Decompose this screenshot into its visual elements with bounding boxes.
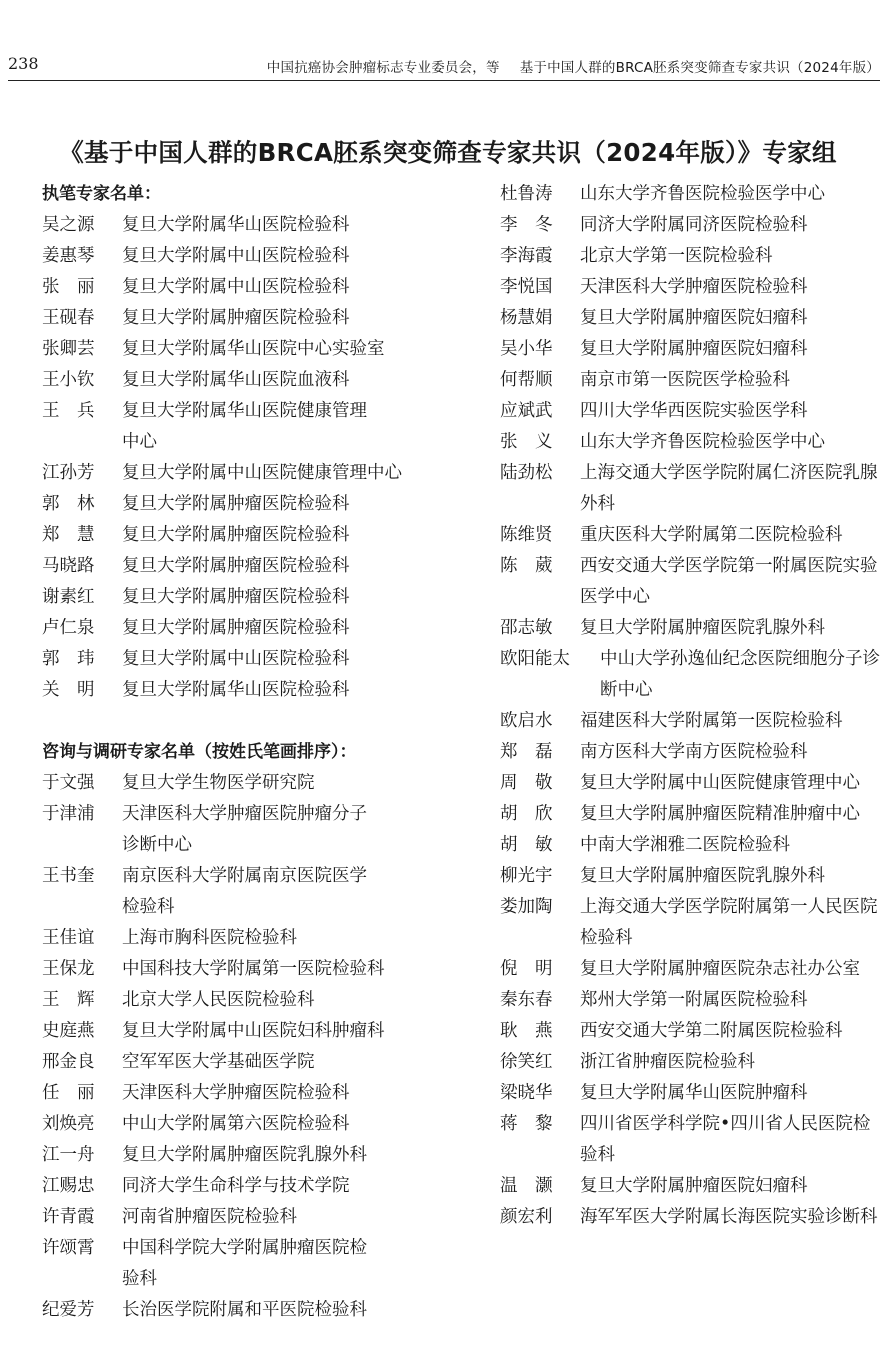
expert-name: 耿 燕	[500, 1021, 553, 1041]
expert-entry	[500, 458, 885, 520]
expert-name: 张 丽	[42, 277, 95, 297]
expert-entry	[500, 551, 885, 613]
expert-name: 杨慧娟	[500, 308, 553, 328]
writing-experts-list	[42, 210, 432, 706]
expert-affiliation	[122, 799, 432, 861]
expert-name: 史庭燕	[42, 1021, 95, 1041]
expert-affiliation: 天津医科大学肿瘤医院检验科	[580, 277, 808, 297]
expert-name: 何帮顺	[500, 370, 553, 390]
expert-affiliation: 复旦大学附属华山医院中心实验室	[122, 339, 385, 359]
expert-name: 柳光宇	[500, 866, 553, 886]
expert-entry	[42, 272, 432, 303]
expert-name: 陆劲松	[500, 463, 553, 483]
expert-affiliation: 北京大学第一医院检验科	[580, 246, 773, 266]
expert-affiliation: 中山大学孙逸仙纪念医院细胞分子诊断中心	[600, 649, 880, 700]
expert-name: 任 丽	[42, 1083, 95, 1103]
expert-name: 王 兵	[42, 401, 95, 421]
expert-entry	[500, 241, 885, 272]
expert-affiliation: 复旦大学附属华山医院肿瘤科	[580, 1083, 808, 1103]
expert-name: 许颂霄	[42, 1238, 95, 1258]
expert-entry	[500, 1016, 885, 1047]
expert-name: 应斌武	[500, 401, 553, 421]
expert-affiliation: 四川省医学科学院•四川省人民医院检验科	[580, 1114, 871, 1165]
expert-entry	[42, 768, 432, 799]
expert-entry	[500, 1109, 885, 1171]
expert-name: 王书奎	[42, 866, 95, 886]
expert-entry	[500, 1202, 885, 1233]
expert-affiliation: 复旦大学附属华山医院血液科	[122, 370, 350, 390]
expert-affiliation: 复旦大学附属肿瘤医院妇瘤科	[580, 308, 808, 328]
expert-name: 欧阳能太	[500, 649, 570, 669]
expert-name: 许青霞	[42, 1207, 95, 1227]
expert-name: 陈 葳	[500, 556, 553, 576]
expert-entry	[500, 179, 885, 210]
expert-entry	[42, 675, 432, 706]
expert-affiliation: 山东大学齐鲁医院检验医学中心	[580, 432, 825, 452]
expert-affiliation: 郑州大学第一附属医院检验科	[580, 990, 808, 1010]
expert-entry	[42, 1109, 432, 1140]
expert-affiliation: 复旦大学附属肿瘤医院检验科	[122, 556, 350, 576]
document-title: 《基于中国人群的BRCA胚系突变筛查专家共识（2024年版）》专家组	[59, 138, 837, 168]
page-number: 238	[8, 54, 39, 73]
expert-affiliation: 北京大学人民医院检验科	[122, 990, 315, 1010]
expert-entry	[500, 706, 885, 737]
expert-entry	[500, 954, 885, 985]
expert-affiliation: 上海市胸科医院检验科	[122, 928, 297, 948]
expert-entry	[500, 520, 885, 551]
expert-entry	[500, 768, 885, 799]
expert-affiliation: 复旦大学附属肿瘤医院检验科	[122, 308, 350, 328]
expert-entry	[42, 1047, 432, 1078]
expert-entry	[500, 1171, 885, 1202]
expert-affiliation: 浙江省肿瘤医院检验科	[580, 1052, 755, 1072]
expert-entry	[42, 1140, 432, 1171]
expert-entry	[500, 427, 885, 458]
writing-experts-heading: 执笔专家名单：	[42, 184, 161, 204]
expert-entry	[500, 272, 885, 303]
expert-affiliation: 复旦大学生物医学研究院	[122, 773, 315, 793]
expert-affiliation: 中南大学湘雅二医院检验科	[580, 835, 790, 855]
expert-affiliation: 复旦大学附属肿瘤医院精准肿瘤中心	[580, 804, 860, 824]
expert-entry	[42, 1016, 432, 1047]
expert-entry	[42, 1202, 432, 1233]
expert-name: 江一舟	[42, 1145, 95, 1165]
expert-name: 陈维贤	[500, 525, 553, 545]
running-head	[8, 54, 880, 81]
expert-affiliation: 同济大学生命科学与技术学院	[122, 1176, 350, 1196]
expert-affiliation: 复旦大学附属中山医院检验科	[122, 649, 350, 669]
expert-affiliation: 海军军医大学附属长海医院实验诊断科	[580, 1207, 878, 1227]
expert-entry	[500, 892, 885, 954]
expert-name: 关 明	[42, 680, 95, 700]
expert-entry	[42, 644, 432, 675]
consulting-experts-list-left	[42, 768, 432, 1326]
expert-affiliation	[122, 861, 432, 923]
affiliation-line: 验科	[122, 1269, 157, 1289]
expert-affiliation	[122, 1233, 432, 1295]
expert-entry	[42, 551, 432, 582]
expert-affiliation: 上海交通大学医学院附属第一人民医院检验科	[580, 897, 878, 948]
affiliation-line: 中国科学院大学附属肿瘤医院检	[122, 1238, 367, 1258]
expert-affiliation	[122, 396, 432, 458]
left-column	[42, 179, 432, 1326]
expert-affiliation: 长治医学院附属和平医院检验科	[122, 1300, 367, 1320]
expert-affiliation: 复旦大学附属华山医院检验科	[122, 680, 350, 700]
expert-affiliation: 中国科技大学附属第一医院检验科	[122, 959, 385, 979]
expert-entry	[500, 737, 885, 768]
expert-name: 马晓路	[42, 556, 95, 576]
expert-entry	[500, 613, 885, 644]
expert-entry	[500, 210, 885, 241]
expert-name: 李悦国	[500, 277, 553, 297]
expert-name: 徐笑红	[500, 1052, 553, 1072]
expert-name: 卢仁泉	[42, 618, 95, 638]
expert-name: 倪 明	[500, 959, 553, 979]
affiliation-line: 复旦大学附属华山医院健康管理	[122, 401, 367, 421]
expert-name: 郭 玮	[42, 649, 95, 669]
expert-entry	[42, 334, 432, 365]
expert-name: 纪爱芳	[42, 1300, 95, 1320]
expert-affiliation: 天津医科大学肿瘤医院检验科	[122, 1083, 350, 1103]
expert-entry	[42, 923, 432, 954]
expert-name: 王砚春	[42, 308, 95, 328]
expert-entry	[42, 210, 432, 241]
expert-entry	[500, 644, 885, 706]
expert-entry	[500, 985, 885, 1016]
running-head-title: 基于中国人群的BRCA胚系突变筛查专家共识（2024年版）	[519, 60, 880, 76]
expert-entry	[42, 582, 432, 613]
expert-affiliation: 西安交通大学医学院第一附属医院实验医学中心	[580, 556, 878, 607]
expert-name: 胡 敏	[500, 835, 553, 855]
expert-name: 姜惠琴	[42, 246, 95, 266]
expert-name: 李海霞	[500, 246, 553, 266]
expert-entry	[500, 396, 885, 427]
expert-entry	[42, 489, 432, 520]
expert-entry	[42, 520, 432, 551]
expert-affiliation: 同济大学附属同济医院检验科	[580, 215, 808, 235]
expert-entry	[500, 303, 885, 334]
expert-name: 李 冬	[500, 215, 553, 235]
expert-name: 吴之源	[42, 215, 95, 235]
expert-affiliation: 复旦大学附属华山医院检验科	[122, 215, 350, 235]
expert-name: 秦东春	[500, 990, 553, 1010]
expert-affiliation: 复旦大学附属肿瘤医院检验科	[122, 587, 350, 607]
expert-name: 吴小华	[500, 339, 553, 359]
expert-name: 王佳谊	[42, 928, 95, 948]
expert-affiliation: 复旦大学附属肿瘤医院检验科	[122, 618, 350, 638]
expert-affiliation: 复旦大学附属肿瘤医院检验科	[122, 525, 350, 545]
expert-entry	[42, 303, 432, 334]
expert-entry	[500, 830, 885, 861]
expert-name: 邢金良	[42, 1052, 95, 1072]
expert-affiliation: 西安交通大学第二附属医院检验科	[580, 1021, 843, 1041]
running-title	[267, 56, 880, 76]
expert-affiliation: 南方医科大学南方医院检验科	[580, 742, 808, 762]
expert-affiliation: 复旦大学附属肿瘤医院乳腺外科	[122, 1145, 367, 1165]
expert-affiliation: 复旦大学附属中山医院健康管理中心	[580, 773, 860, 793]
expert-affiliation: 复旦大学附属中山医院检验科	[122, 246, 350, 266]
expert-affiliation: 重庆医科大学附属第二医院检验科	[580, 525, 843, 545]
expert-entry	[42, 954, 432, 985]
expert-name: 于文强	[42, 773, 95, 793]
expert-entry	[42, 1171, 432, 1202]
expert-name: 胡 欣	[500, 804, 553, 824]
expert-affiliation: 复旦大学附属肿瘤医院妇瘤科	[580, 1176, 808, 1196]
expert-entry	[42, 1078, 432, 1109]
affiliation-line: 天津医科大学肿瘤医院肿瘤分子	[122, 804, 367, 824]
expert-affiliation: 中山大学附属第六医院检验科	[122, 1114, 350, 1134]
expert-entry	[500, 1078, 885, 1109]
affiliation-line: 检验科	[122, 897, 175, 917]
expert-name: 郑 磊	[500, 742, 553, 762]
expert-name: 江赐忠	[42, 1176, 95, 1196]
expert-entry	[42, 1295, 432, 1326]
expert-name: 刘焕亮	[42, 1114, 95, 1134]
affiliation-line: 中心	[122, 432, 157, 452]
expert-affiliation: 复旦大学附属肿瘤医院乳腺外科	[580, 618, 825, 638]
expert-name: 江孙芳	[42, 463, 95, 483]
expert-affiliation: 福建医科大学附属第一医院检验科	[580, 711, 843, 731]
expert-name: 郑 慧	[42, 525, 95, 545]
expert-entry	[500, 365, 885, 396]
running-head-authors: 中国抗癌协会肿瘤标志专业委员会，等	[266, 60, 500, 76]
expert-affiliation: 复旦大学附属中山医院妇科肿瘤科	[122, 1021, 385, 1041]
expert-entry	[500, 334, 885, 365]
expert-name: 杜鲁涛	[500, 184, 553, 204]
expert-entry	[42, 396, 432, 458]
expert-entry	[42, 613, 432, 644]
expert-entry	[500, 1047, 885, 1078]
expert-entry	[500, 861, 885, 892]
expert-affiliation: 复旦大学附属中山医院健康管理中心	[122, 463, 402, 483]
expert-affiliation: 复旦大学附属肿瘤医院乳腺外科	[580, 866, 825, 886]
expert-affiliation: 复旦大学附属中山医院检验科	[122, 277, 350, 297]
expert-name: 温 灏	[500, 1176, 553, 1196]
expert-entry	[42, 1233, 432, 1295]
expert-affiliation: 上海交通大学医学院附属仁济医院乳腺外科	[580, 463, 878, 514]
expert-entry	[42, 861, 432, 923]
expert-affiliation: 空军军医大学基础医学院	[122, 1052, 315, 1072]
expert-entry	[42, 241, 432, 272]
affiliation-line: 诊断中心	[122, 835, 192, 855]
right-column	[500, 179, 885, 1233]
expert-affiliation: 复旦大学附属肿瘤医院妇瘤科	[580, 339, 808, 359]
expert-name: 邵志敏	[500, 618, 553, 638]
expert-affiliation: 复旦大学附属肿瘤医院检验科	[122, 494, 350, 514]
expert-affiliation: 河南省肿瘤医院检验科	[122, 1207, 297, 1227]
expert-entry	[500, 799, 885, 830]
expert-name: 欧启水	[500, 711, 553, 731]
consulting-experts-heading: 咨询与调研专家名单（按姓氏笔画排序）：	[42, 742, 357, 762]
expert-affiliation: 南京市第一医院医学检验科	[580, 370, 790, 390]
expert-name: 颜宏利	[500, 1207, 553, 1227]
expert-name: 王小钦	[42, 370, 95, 390]
expert-name: 谢素红	[42, 587, 95, 607]
consulting-experts-list-right	[500, 179, 885, 1233]
expert-name: 张卿芸	[42, 339, 95, 359]
expert-affiliation: 四川大学华西医院实验医学科	[580, 401, 808, 421]
expert-name: 梁晓华	[500, 1083, 553, 1103]
expert-name: 周 敬	[500, 773, 553, 793]
expert-name: 王保龙	[42, 959, 95, 979]
expert-name: 张 义	[500, 432, 553, 452]
expert-affiliation: 山东大学齐鲁医院检验医学中心	[580, 184, 825, 204]
expert-name: 娄加陶	[500, 897, 553, 917]
expert-entry	[42, 799, 432, 861]
expert-name: 蒋 黎	[500, 1114, 553, 1134]
expert-name: 郭 林	[42, 494, 95, 514]
affiliation-line: 南京医科大学附属南京医院医学	[122, 866, 367, 886]
expert-name: 于津浦	[42, 804, 95, 824]
expert-entry	[42, 365, 432, 396]
expert-name: 王 辉	[42, 990, 95, 1010]
expert-affiliation: 复旦大学附属肿瘤医院杂志社办公室	[580, 959, 860, 979]
expert-entry	[42, 458, 432, 489]
expert-entry	[42, 985, 432, 1016]
